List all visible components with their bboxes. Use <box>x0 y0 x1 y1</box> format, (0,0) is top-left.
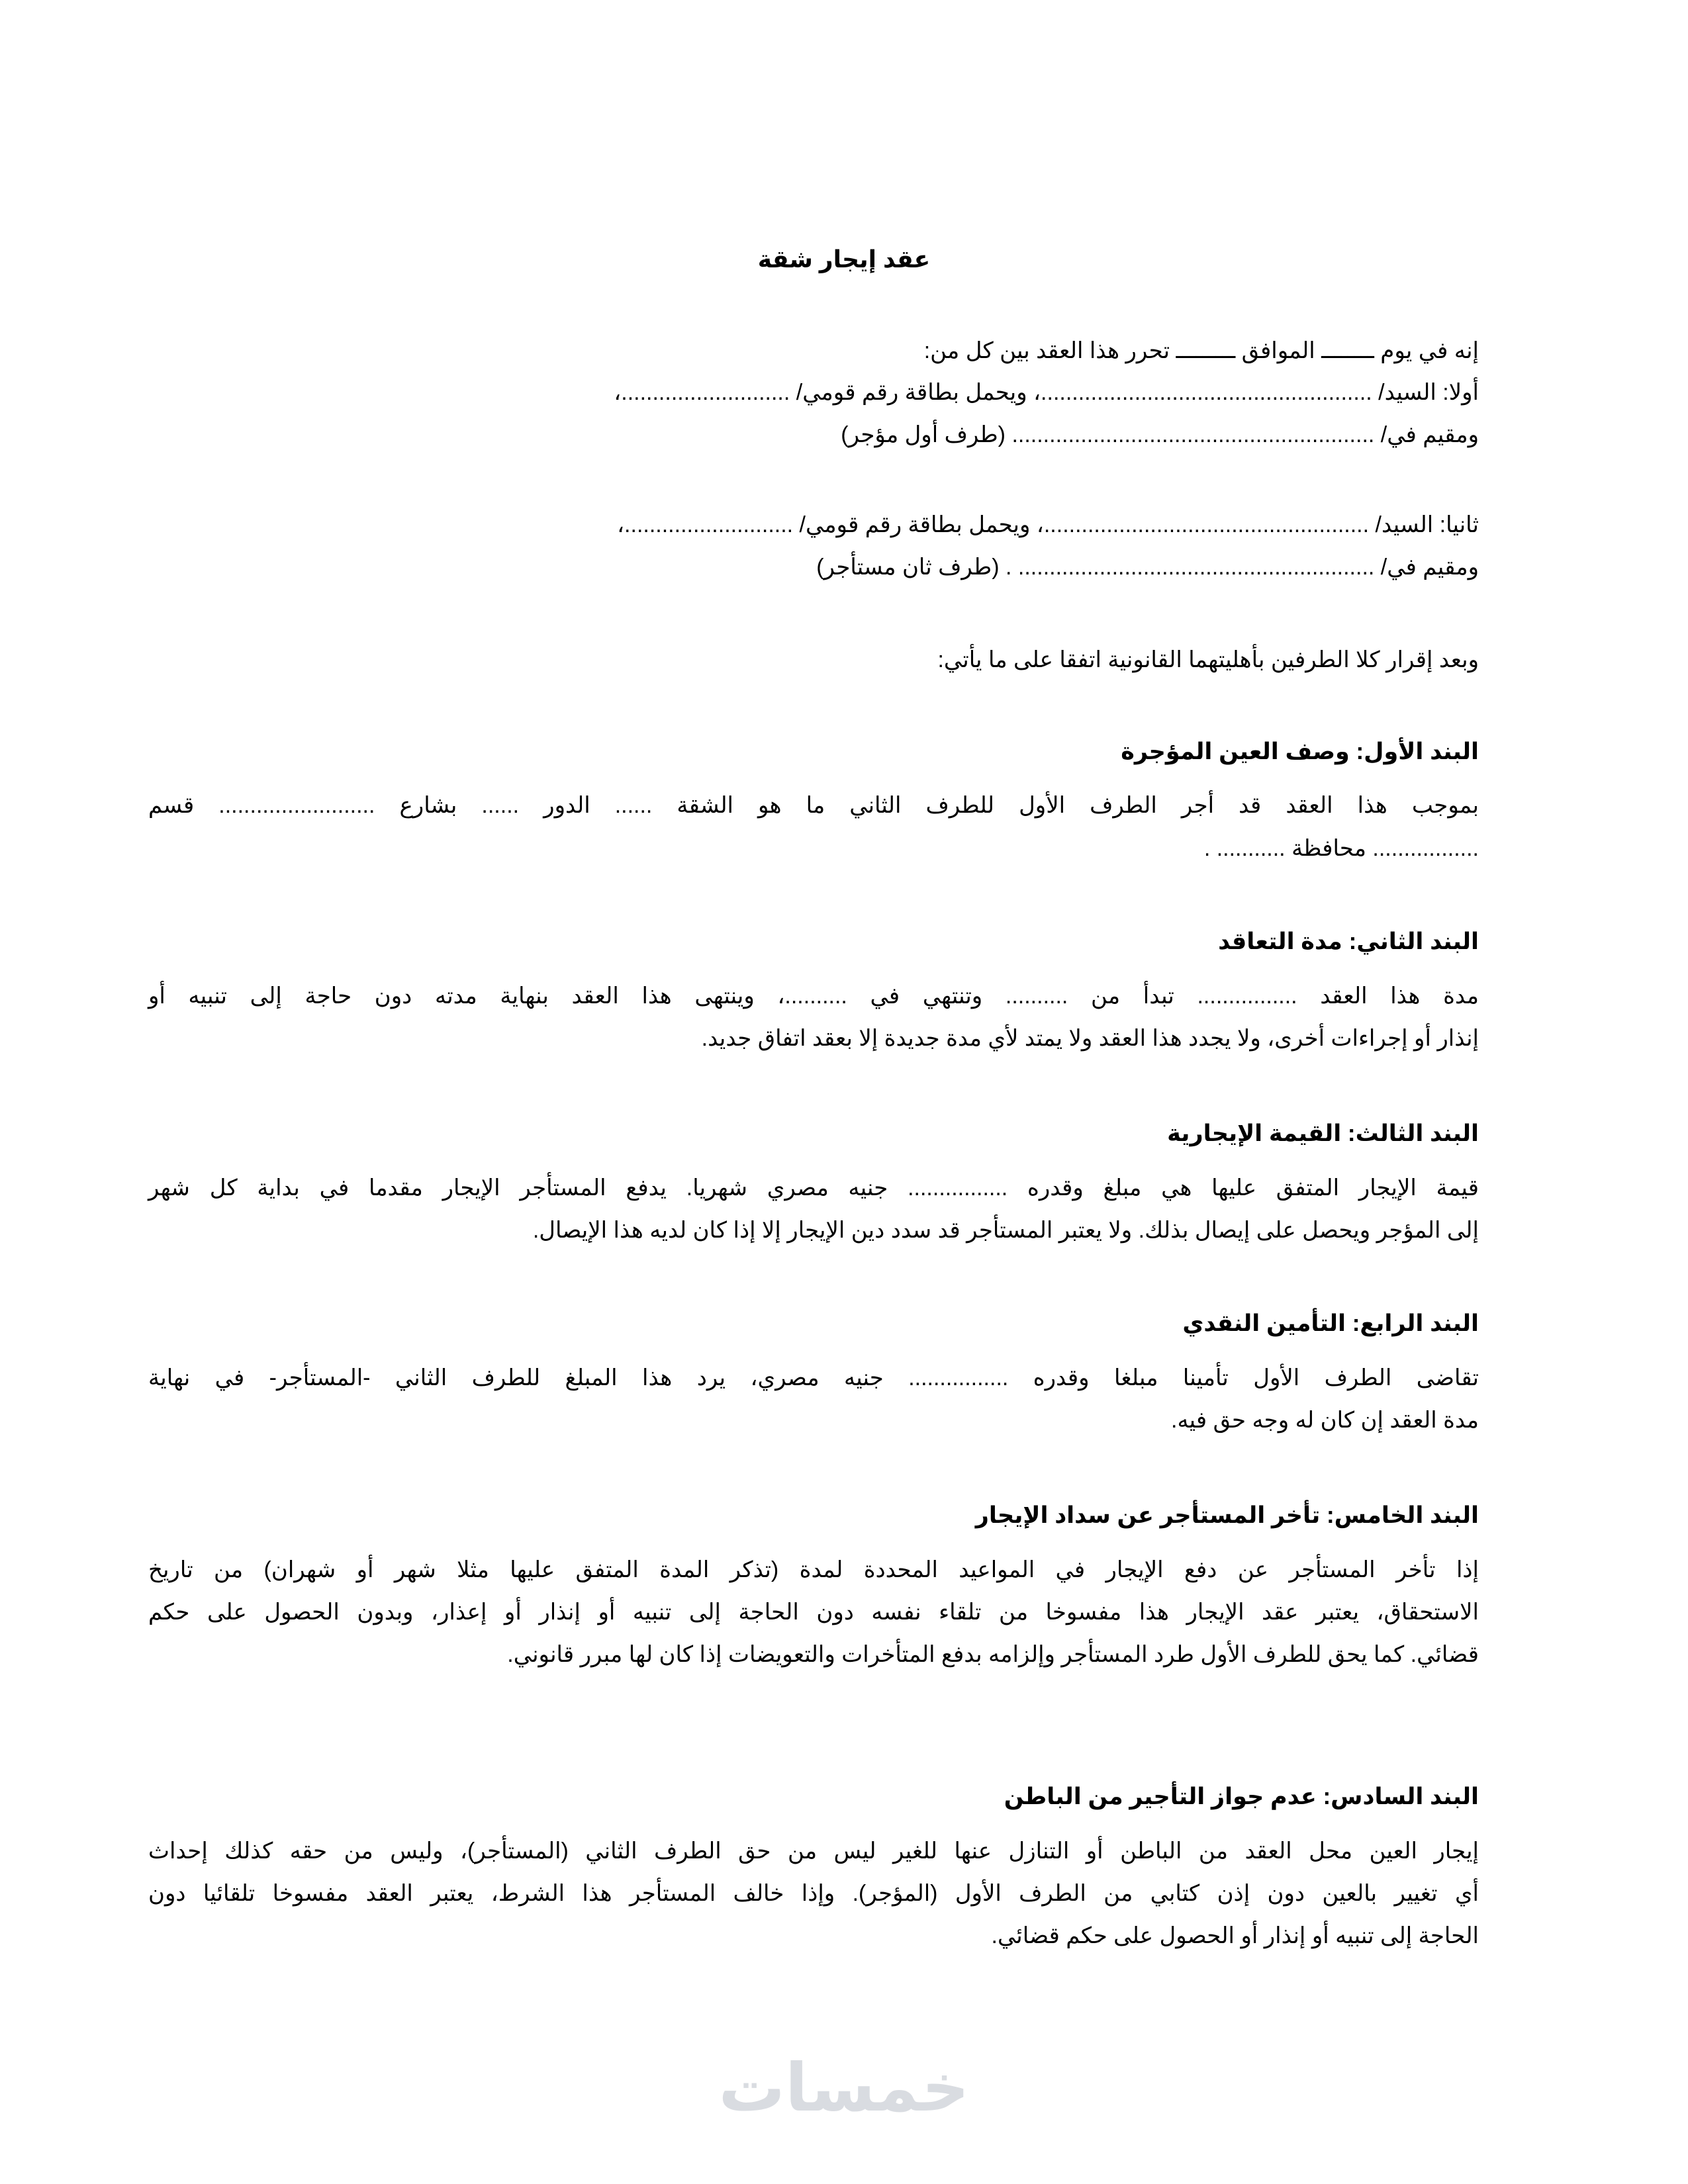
agreement-line: وبعد إقرار كلا الطرفين بأهليتهما القانونية اتفقا على ما يأتي: <box>937 647 1479 672</box>
clause-heading: البند الثالث: القيمة الإيجارية <box>1167 1120 1479 1146</box>
clause-line: مدة هذا العقد ................ تبدأ من .......... وتنتهي في ..........، وينتهى هذا العقد بنهاية مدته دون حاجة إلى تنبيه أو <box>148 983 1479 1009</box>
clause-line: إلى المؤجر ويحصل على إيصال بذلك. ولا يعتبر المستأجر قد سدد دين الإيجار إلا إذا كان لديه هذا الإيصال. <box>532 1218 1479 1243</box>
clause-line: إيجار العين محل العقد من الباطن أو التنازل عنها للغير ليس من حق الطرف الثاني (المستأجر)، وليس من حقه كذلك إحداث <box>148 1839 1479 1864</box>
party2-line1: ثانيا: السيد/ ....................................................، ويحمل بطاقة رقم قومي/ ...........................، <box>617 512 1479 537</box>
clause-line: مدة العقد إن كان له وجه حق فيه. <box>1171 1408 1479 1433</box>
party1-line1: أولا: السيد/ .....................................................، ويحمل بطاقة رقم قومي/ ...........................، <box>614 380 1479 405</box>
clause-line: الاستحقاق، يعتبر عقد الإيجار هذا مفسوخا من تلقاء نفسه دون الحاجة إلى تنبيه أو إنذار أو إعذار، وبدون الحصول على حكم <box>148 1600 1479 1625</box>
clause-line: تقاضى الطرف الأول تأمينا مبلغا وقدره ................ جنيه مصري، يرد هذا المبلغ للطرف الثاني -المستأجر- في نهاية <box>148 1365 1479 1390</box>
clause-line: قيمة الإيجار المتفق عليها هي مبلغ وقدره ................ جنيه مصري شهريا. يدفع المستأجر الإيجار مقدما في بداية كل شهر <box>148 1175 1479 1201</box>
clause-heading: البند الأول: وصف العين المؤجرة <box>1121 739 1479 764</box>
document-title: عقد إيجار شقة <box>757 246 931 273</box>
party1-line2: ومقيم في/ .......................................................... (طرف أول مؤجر) <box>841 422 1479 447</box>
clause-line: قضائي. كما يحق للطرف الأول طرد المستأجر وإلزامه بدفع المتأخرات والتعويضات إذا كان لها مبرر قانوني. <box>507 1642 1479 1667</box>
clause-heading: البند السادس: عدم جواز التأجير من الباطن <box>1004 1784 1479 1809</box>
clause-heading: البند الرابع: التأمين النقدي <box>1182 1310 1479 1336</box>
clause-line: بموجب هذا العقد قد أجر الطرف الأول للطرف الثاني ما هو الشقة ...... الدور ...... بشارع ......................... قسم <box>148 793 1479 818</box>
clause-line: ................. محافظة ........... . <box>1203 836 1479 861</box>
clause-line: إذا تأخر المستأجر عن دفع الإيجار في المواعيد المحددة لمدة (تذكر المدة المتفق عليها مثلا شهر أو شهران) من تاريخ <box>148 1557 1479 1582</box>
clause-heading: البند الخامس: تأخر المستأجر عن سداد الإيجار <box>975 1502 1479 1528</box>
clause-line: الحاجة إلى تنبيه أو إنذار أو الحصول على حكم قضائي. <box>991 1923 1479 1948</box>
watermark-logo: خمسات <box>718 2051 970 2125</box>
clause-heading: البند الثاني: مدة التعاقد <box>1218 929 1479 954</box>
clause-line: أي تغيير بالعين دون إذن كتابي من الطرف الأول (المؤجر). وإذا خالف المستأجر هذا الشرط، يعتبر العقد مفسوخا تلقائيا دون <box>148 1881 1479 1906</box>
party2-line2: ومقيم في/ ......................................................... . (طرف ثان مستأجر) <box>816 555 1479 580</box>
clause-line: إنذار أو إجراءات أخرى، ولا يجدد هذا العقد ولا يمتد لأي مدة جديدة إلا بعقد اتفاق جديد. <box>701 1026 1479 1051</box>
intro-line: إنه في يوم ــــــــ الموافق ـــــــــ تحرر هذا العقد بين كل من: <box>923 338 1479 363</box>
